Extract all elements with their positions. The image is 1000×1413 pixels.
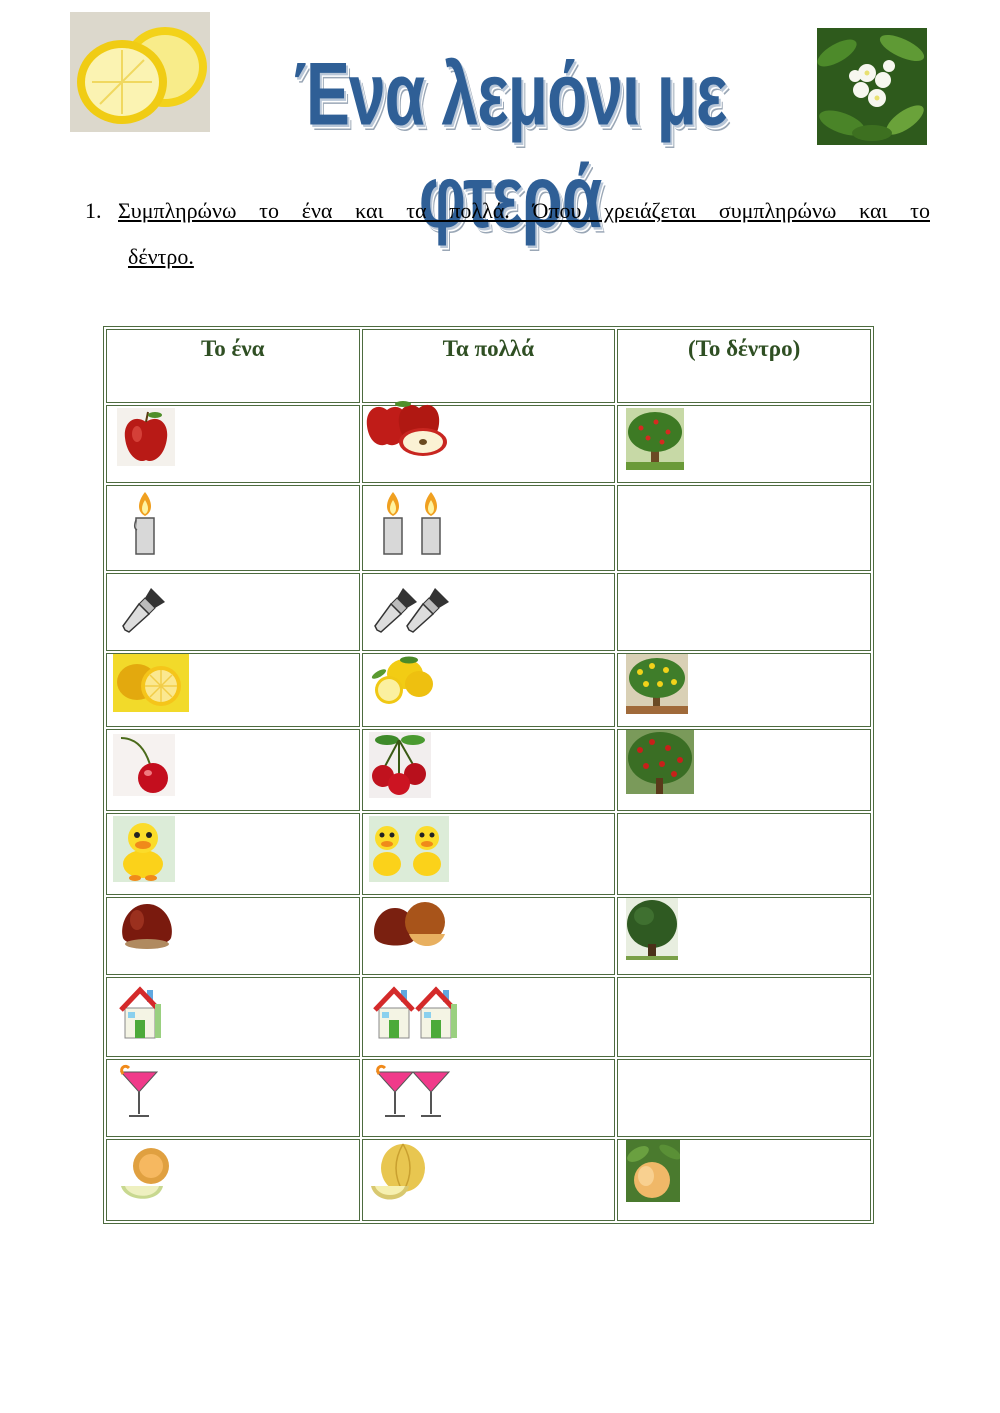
cell-many[interactable] bbox=[362, 1059, 616, 1137]
apple-icon bbox=[117, 408, 175, 466]
header-one: Το ένα bbox=[106, 329, 360, 403]
ducklings-icon bbox=[369, 816, 449, 882]
cell-tree[interactable] bbox=[617, 977, 871, 1057]
cell-tree[interactable] bbox=[617, 1139, 871, 1221]
houses-icon bbox=[373, 982, 461, 1040]
paintbrush-icon bbox=[121, 584, 171, 634]
table-row bbox=[106, 485, 871, 571]
cell-tree[interactable] bbox=[617, 729, 871, 811]
peach-tree-icon bbox=[626, 1140, 680, 1202]
header-many: Τα πολλά bbox=[362, 329, 616, 403]
cell-many[interactable] bbox=[362, 573, 616, 651]
cell-many[interactable] bbox=[362, 813, 616, 895]
cell-tree[interactable] bbox=[617, 485, 871, 571]
cell-one[interactable] bbox=[106, 813, 360, 895]
paintbrushes-icon bbox=[373, 584, 453, 634]
table-row bbox=[106, 573, 871, 651]
cell-one[interactable] bbox=[106, 405, 360, 483]
apples-icon bbox=[363, 398, 449, 460]
cell-tree[interactable] bbox=[617, 573, 871, 651]
lemon-tree-icon bbox=[626, 654, 688, 714]
cell-many[interactable] bbox=[362, 729, 616, 811]
cell-many[interactable] bbox=[362, 977, 616, 1057]
instruction bbox=[85, 188, 930, 280]
cherry-icon bbox=[113, 734, 175, 796]
cocktail-glass-icon bbox=[117, 1064, 161, 1120]
cell-many[interactable] bbox=[362, 653, 616, 727]
instruction-number: 1. bbox=[85, 198, 102, 223]
cell-tree[interactable] bbox=[617, 813, 871, 895]
chestnuts-icon bbox=[369, 898, 447, 954]
lemon-blossom-photo bbox=[817, 28, 927, 145]
instruction-line-1: Συμπληρώνω το ένα και τα πολλά. Όπου χρειάζεται συμπληρώνω και το bbox=[118, 198, 930, 223]
cell-tree[interactable] bbox=[617, 1059, 871, 1137]
cell-one[interactable] bbox=[106, 729, 360, 811]
table-row bbox=[106, 813, 871, 895]
lemon-halves-photo bbox=[70, 12, 210, 132]
cell-one[interactable] bbox=[106, 573, 360, 651]
cell-one[interactable] bbox=[106, 653, 360, 727]
cocktail-glasses-icon bbox=[373, 1064, 453, 1120]
cell-many[interactable] bbox=[362, 485, 616, 571]
melons-icon bbox=[369, 1142, 429, 1206]
lemons-icon bbox=[369, 654, 437, 708]
cell-one[interactable] bbox=[106, 1059, 360, 1137]
lemon-icon bbox=[113, 654, 189, 712]
candles-icon bbox=[375, 490, 455, 556]
duckling-icon bbox=[113, 816, 175, 882]
cell-one[interactable] bbox=[106, 1139, 360, 1221]
table-row bbox=[106, 1139, 871, 1221]
worksheet-table bbox=[103, 326, 874, 1224]
table-row bbox=[106, 1059, 871, 1137]
table-row bbox=[106, 653, 871, 727]
page-title: Ένα λεμόνι με φτερά bbox=[293, 43, 727, 246]
cell-one[interactable] bbox=[106, 977, 360, 1057]
melon-icon bbox=[115, 1144, 175, 1206]
candle-icon bbox=[125, 490, 165, 556]
header-tree: (Το δέντρο) bbox=[617, 329, 871, 403]
table-row bbox=[106, 977, 871, 1057]
cell-many[interactable] bbox=[362, 897, 616, 975]
house-icon bbox=[119, 982, 163, 1040]
cell-one[interactable] bbox=[106, 897, 360, 975]
cell-tree[interactable] bbox=[617, 405, 871, 483]
cell-tree[interactable] bbox=[617, 897, 871, 975]
instruction-line-2: δέντρο. bbox=[128, 244, 194, 269]
chestnut-tree-icon bbox=[626, 898, 678, 960]
cherry-tree-icon bbox=[626, 730, 694, 794]
cell-tree[interactable] bbox=[617, 653, 871, 727]
table-row bbox=[106, 405, 871, 483]
chestnut-icon bbox=[117, 900, 177, 952]
cherries-icon bbox=[369, 732, 431, 798]
apple-tree-icon bbox=[626, 408, 684, 470]
table-row bbox=[106, 729, 871, 811]
cell-many[interactable] bbox=[362, 405, 616, 483]
cell-one[interactable] bbox=[106, 485, 360, 571]
table-row bbox=[106, 897, 871, 975]
cell-many[interactable] bbox=[362, 1139, 616, 1221]
table-header-row bbox=[106, 329, 871, 403]
